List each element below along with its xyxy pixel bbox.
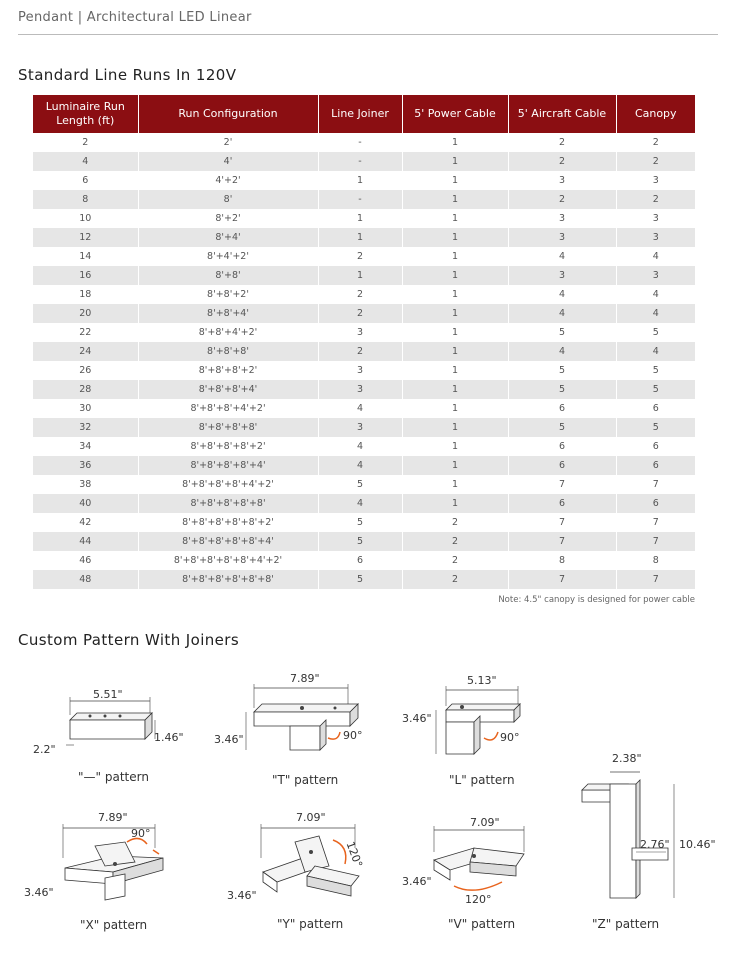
table-cell: 4	[616, 342, 695, 361]
z-width-label: 2.38"	[612, 752, 642, 765]
table-cell: 3	[508, 266, 616, 285]
table-cell: 10	[33, 209, 138, 228]
table-cell: 2	[616, 152, 695, 171]
l-height-label: 3.46"	[402, 712, 432, 725]
table-cell: 20	[33, 304, 138, 323]
table-cell: 40	[33, 494, 138, 513]
l-fixture-drawing	[430, 682, 530, 762]
table-cell: 8'+8'+8'+8'+4'+2'	[138, 475, 318, 494]
table-cell: 1	[402, 228, 508, 247]
table-cell: 6	[652, 403, 659, 414]
l-width-label: 5.13"	[467, 674, 497, 687]
table-row	[33, 437, 695, 456]
table-cell: 1	[402, 380, 508, 399]
table-cell: 1	[402, 247, 508, 266]
table-cell: 8'	[138, 190, 318, 209]
table-cell: 12	[33, 228, 138, 247]
table-cell: 2'	[138, 133, 318, 152]
table-cell: 34	[33, 437, 138, 456]
table-row	[33, 209, 695, 228]
table-cell: 2	[318, 247, 402, 266]
table-cell: 1	[402, 171, 508, 190]
table-cell: 5	[318, 570, 402, 589]
table-cell: 1	[402, 494, 508, 513]
l-angle-label: 90°	[500, 731, 520, 744]
dash-pattern-caption: "—" pattern	[78, 770, 149, 784]
table-cell: 7	[508, 513, 616, 532]
table-cell: -	[318, 152, 402, 171]
v-pattern-caption: "V" pattern	[448, 917, 516, 931]
table-cell: 1	[402, 266, 508, 285]
table-cell: 1	[318, 266, 402, 285]
table-cell: 4	[318, 456, 402, 475]
table-cell: 5	[508, 418, 616, 437]
table-row	[33, 570, 695, 589]
table-cell: 7	[652, 517, 659, 528]
table-cell: 1	[402, 456, 508, 475]
table-cell: 36	[33, 456, 138, 475]
table-cell: 4	[508, 247, 616, 266]
table-cell: 8'+8'+8'+8'+8'+8'	[138, 570, 318, 589]
table-row	[33, 152, 695, 171]
runs-table	[33, 95, 695, 589]
table-cell: 1	[402, 285, 508, 304]
table-cell: 16	[33, 266, 138, 285]
table-cell: 22	[33, 323, 138, 342]
dash-height-label: 1.46"	[154, 731, 184, 744]
table-cell: 8'+4'	[138, 228, 318, 247]
table-cell: 4	[508, 285, 616, 304]
table-cell: 6	[33, 171, 138, 190]
table-cell: 8'+8'+8'+4'	[138, 380, 318, 399]
table-cell: 5	[616, 380, 695, 399]
table-cell: 3	[652, 213, 659, 224]
table-cell: 8'+8'+8'+8'+8'	[138, 494, 318, 513]
t-width-label: 7.89"	[290, 672, 320, 685]
z-pattern-diagram	[578, 768, 688, 908]
z-fixture-drawing	[578, 768, 688, 908]
table-row	[33, 133, 695, 152]
table-cell: 8'+8'	[138, 266, 318, 285]
table-cell: 2	[33, 133, 138, 152]
table-cell: 5	[318, 532, 402, 551]
table-cell: 8'+8'+8'+8'+2'	[138, 437, 318, 456]
header-divider	[18, 34, 718, 35]
table-cell: 8'+8'+8'+8'+8'+2'	[138, 513, 318, 532]
table-row	[33, 418, 695, 437]
table-cell: 1	[318, 228, 402, 247]
table-cell: 8	[652, 555, 659, 566]
table-cell: 5	[652, 327, 659, 338]
table-cell: 32	[33, 418, 138, 437]
table-cell: -	[318, 190, 402, 209]
table-cell: 5	[616, 418, 695, 437]
z-pattern-caption: "Z" pattern	[592, 917, 660, 931]
table-cell: 2	[318, 304, 402, 323]
table-cell: 1	[402, 152, 508, 171]
y-angle-label: 120°	[343, 839, 365, 870]
table-row	[33, 285, 695, 304]
dash-width-label: 5.51"	[93, 688, 123, 701]
table-cell: 8'+8'+8'+2'	[138, 361, 318, 380]
table-cell: 8'+8'+2'	[138, 285, 318, 304]
table-cell: 3	[652, 175, 659, 186]
table-cell: 2	[508, 190, 616, 209]
table-cell: 8'+8'+4'	[138, 304, 318, 323]
table-cell: 30	[33, 399, 138, 418]
table-cell: 1	[402, 361, 508, 380]
table-cell: 5	[318, 513, 402, 532]
z-mid-label: 2.76"	[640, 838, 670, 851]
table-cell: 14	[33, 247, 138, 266]
table-cell: 6	[508, 494, 616, 513]
table-cell: 3	[508, 209, 616, 228]
table-cell: 2	[508, 152, 616, 171]
y-pattern-caption: "Y" pattern	[277, 917, 344, 931]
table-cell: 7	[508, 475, 616, 494]
table-row	[33, 342, 695, 361]
table-cell: 26	[33, 361, 138, 380]
table-cell: 18	[33, 285, 138, 304]
table-cell: 6	[652, 441, 659, 452]
table-row	[33, 190, 695, 209]
table-cell: 6	[508, 437, 616, 456]
section-title-standard-runs: Standard Line Runs In 120V	[18, 66, 237, 84]
table-cell: 5	[508, 361, 616, 380]
table-row	[33, 361, 695, 380]
l-pattern-diagram	[430, 682, 530, 762]
table-cell: 4	[652, 289, 659, 300]
v-angle-label: 120°	[465, 893, 492, 906]
table-cell: 28	[33, 380, 138, 399]
table-cell: 8'+8'+8'+8'+8'+4'+2'	[138, 551, 318, 570]
table-cell: 2	[508, 133, 616, 152]
t-pattern-caption: "T" pattern	[272, 773, 339, 787]
table-cell: 44	[33, 532, 138, 551]
v-pattern-diagram	[430, 822, 530, 902]
x-pattern-diagram	[55, 818, 175, 908]
table-cell: 5	[652, 365, 659, 376]
table-cell: 4	[508, 342, 616, 361]
table-cell: 1	[318, 209, 402, 228]
table-cell: 8	[33, 190, 138, 209]
table-cell: 7	[508, 570, 616, 589]
table-cell: 46	[33, 551, 138, 570]
dash-pattern-diagram	[60, 695, 170, 755]
table-cell: 2	[402, 551, 508, 570]
table-cell: 6	[616, 494, 695, 513]
table-row	[33, 304, 695, 323]
table-cell: 2	[402, 513, 508, 532]
x-height-label: 3.46"	[24, 886, 54, 899]
table-cell: 1	[402, 133, 508, 152]
table-cell: 3	[508, 171, 616, 190]
table-row	[33, 456, 695, 475]
v-height-label: 3.46"	[402, 875, 432, 888]
table-header-row	[33, 95, 695, 133]
col-header-run-length: Luminaire Run Length (ft)	[33, 95, 138, 133]
table-cell: 3	[616, 266, 695, 285]
table-cell: 6	[616, 456, 695, 475]
table-cell: -	[318, 133, 402, 152]
col-header-canopy: Canopy	[616, 95, 695, 133]
y-width-label: 7.09"	[296, 811, 326, 824]
t-pattern-diagram	[240, 680, 365, 760]
table-cell: 4	[318, 494, 402, 513]
table-cell: 5	[318, 475, 402, 494]
table-cell: 1	[402, 323, 508, 342]
x-width-label: 7.89"	[98, 811, 128, 824]
table-cell: 1	[402, 190, 508, 209]
table-cell: 8'+8'+4'+2'	[138, 323, 318, 342]
table-cell: 8'+8'+8'+8'+8'+4'	[138, 532, 318, 551]
table-row	[33, 513, 695, 532]
dash-depth-label: 2.2"	[33, 743, 56, 756]
table-cell: 4	[508, 304, 616, 323]
table-cell: 6	[508, 456, 616, 475]
table-cell: 1	[402, 475, 508, 494]
table-cell: 4	[318, 399, 402, 418]
table-cell: 7	[616, 532, 695, 551]
table-row	[33, 475, 695, 494]
table-cell: 1	[402, 304, 508, 323]
t-angle-label: 90°	[343, 729, 363, 742]
table-cell: 6	[508, 399, 616, 418]
l-pattern-caption: "L" pattern	[449, 773, 515, 787]
table-row	[33, 228, 695, 247]
table-cell: 2	[616, 190, 695, 209]
table-cell: 3	[318, 323, 402, 342]
table-cell: 5	[508, 323, 616, 342]
col-header-line-joiner: Line Joiner	[318, 95, 402, 133]
table-cell: 1	[402, 209, 508, 228]
table-cell: 4	[318, 437, 402, 456]
x-fixture-drawing	[55, 818, 175, 908]
table-cell: 38	[33, 475, 138, 494]
col-header-aircraft-cable: 5' Aircraft Cable	[508, 95, 616, 133]
table-note: Note: 4.5" canopy is designed for power cable	[498, 595, 695, 605]
z-height-label: 10.46"	[679, 838, 716, 851]
table-cell: 1	[402, 399, 508, 418]
table-cell: 4	[616, 304, 695, 323]
table-cell: 24	[33, 342, 138, 361]
table-row	[33, 532, 695, 551]
table-cell: 5	[508, 380, 616, 399]
table-row	[33, 323, 695, 342]
page-header: Pendant | Architectural LED Linear	[18, 10, 252, 25]
x-angle-label: 90°	[131, 827, 151, 840]
table-cell: 3	[616, 228, 695, 247]
table-cell: 8'+4'+2'	[138, 247, 318, 266]
table-cell: 8'+8'+8'+8'+4'	[138, 456, 318, 475]
table-row	[33, 494, 695, 513]
x-pattern-caption: "X" pattern	[80, 918, 148, 932]
y-height-label: 3.46"	[227, 889, 257, 902]
table-cell: 1	[402, 342, 508, 361]
table-row	[33, 551, 695, 570]
table-cell: 8	[508, 551, 616, 570]
table-cell: 8'+8'+8'+4'+2'	[138, 399, 318, 418]
dash-fixture-drawing	[60, 695, 170, 755]
table-cell: 3	[508, 228, 616, 247]
section-title-custom-patterns: Custom Pattern With Joiners	[18, 631, 240, 649]
table-row	[33, 399, 695, 418]
table-cell: 4	[33, 152, 138, 171]
table-cell: 2	[402, 532, 508, 551]
table-cell: 3	[318, 361, 402, 380]
t-height-label: 3.46"	[214, 733, 244, 746]
table-cell: 7	[652, 479, 659, 490]
table-cell: 7	[508, 532, 616, 551]
table-cell: 48	[33, 570, 138, 589]
table-cell: 42	[33, 513, 138, 532]
table-cell: 7	[616, 570, 695, 589]
table-cell: 4	[652, 251, 659, 262]
table-row	[33, 266, 695, 285]
table-cell: 6	[318, 551, 402, 570]
table-cell: 1	[402, 437, 508, 456]
table-row	[33, 247, 695, 266]
table-cell: 8'+8'+8'	[138, 342, 318, 361]
table-cell: 3	[318, 418, 402, 437]
table-cell: 8'+2'	[138, 209, 318, 228]
col-header-power-cable: 5' Power Cable	[402, 95, 508, 133]
table-cell: 4'+2'	[138, 171, 318, 190]
table-row	[33, 171, 695, 190]
table-cell: 2	[318, 285, 402, 304]
t-fixture-drawing	[240, 680, 365, 760]
v-width-label: 7.09"	[470, 816, 500, 829]
table-cell: 2	[318, 342, 402, 361]
table-cell: 4'	[138, 152, 318, 171]
table-cell: 3	[318, 380, 402, 399]
table-cell: 8'+8'+8'+8'	[138, 418, 318, 437]
col-header-run-config: Run Configuration	[138, 95, 318, 133]
v-fixture-drawing	[430, 822, 530, 902]
table-row	[33, 380, 695, 399]
table-cell: 1	[402, 418, 508, 437]
table-cell: 2	[652, 137, 659, 148]
table-cell: 1	[318, 171, 402, 190]
table-cell: 2	[402, 570, 508, 589]
